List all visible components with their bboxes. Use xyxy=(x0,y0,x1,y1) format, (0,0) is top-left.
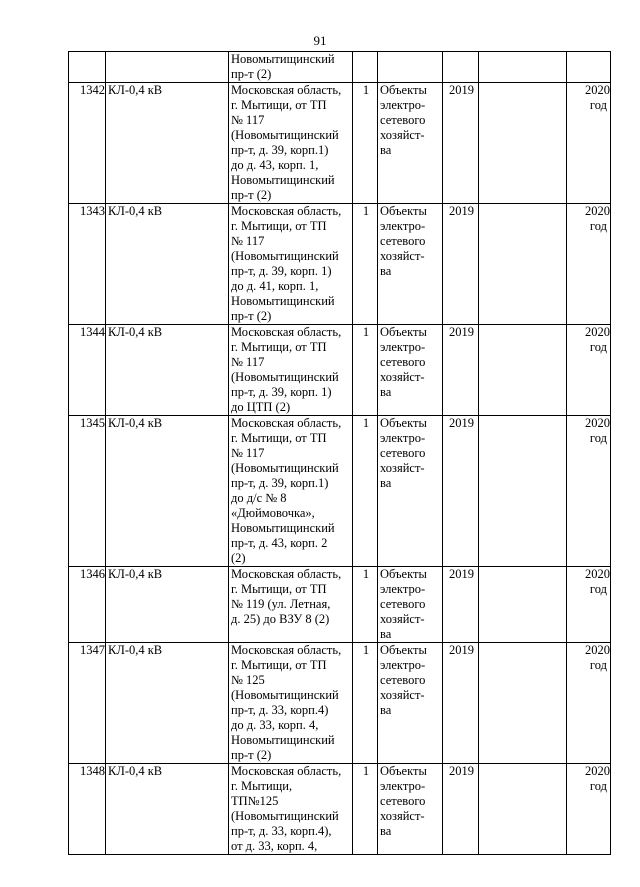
empty-cell xyxy=(479,643,567,764)
year-cell xyxy=(443,643,479,764)
location-line: Московская область, xyxy=(231,643,342,657)
category-line: Объекты xyxy=(380,416,427,430)
location-cell xyxy=(229,567,353,643)
quantity: 1 xyxy=(362,204,370,218)
location-cell xyxy=(229,204,353,325)
term-cell xyxy=(567,204,611,325)
quantity-cell xyxy=(353,325,378,416)
register-body xyxy=(69,52,611,855)
category-line: хозяйст- xyxy=(380,809,425,823)
category-line: электро- xyxy=(380,658,426,672)
object-type-cell xyxy=(106,416,229,567)
location-line: Новомытищинский xyxy=(231,294,335,308)
row-number-cell xyxy=(69,416,106,567)
object-type-cell xyxy=(106,567,229,643)
location-line: г. Мытищи, от ТП xyxy=(231,98,327,112)
category-line: сетевого xyxy=(380,113,426,127)
location-line: д. 25) до ВЗУ 8 (2) xyxy=(231,612,330,626)
location-line: (Новомытищинский xyxy=(231,809,339,823)
category-line: хозяйст- xyxy=(380,688,425,702)
category-line: электро- xyxy=(380,431,426,445)
location-cell xyxy=(229,83,353,204)
quantity: 1 xyxy=(362,643,370,657)
location-line: № 119 (ул. Летная, xyxy=(231,597,331,611)
term-year: 2020 xyxy=(585,204,610,218)
location-line: Новомытищинский xyxy=(231,521,335,535)
category-line: Объекты xyxy=(380,567,427,581)
location-line: пр-т, д. 39, корп. 1) xyxy=(231,264,332,278)
category-line: ва xyxy=(380,476,392,490)
category-line: ва xyxy=(380,627,392,641)
empty-cell xyxy=(479,204,567,325)
continuation-term-cell xyxy=(567,52,611,83)
object-type-cell xyxy=(106,83,229,204)
term-cell xyxy=(567,764,611,855)
row-number-cell xyxy=(69,764,106,855)
category-line: электро- xyxy=(380,98,426,112)
category-line: Объекты xyxy=(380,643,427,657)
object-type-cell xyxy=(106,325,229,416)
table-row xyxy=(69,325,611,416)
year-cell xyxy=(443,83,479,204)
category-cell xyxy=(378,416,443,567)
location-line: до д. 43, корп. 1, xyxy=(231,158,319,172)
category-line: хозяйст- xyxy=(380,249,425,263)
term-year: 2020 xyxy=(585,83,610,97)
object-type: КЛ-0,4 кВ xyxy=(108,764,163,778)
location-line: Новомытищинский xyxy=(231,52,335,66)
object-type: КЛ-0,4 кВ xyxy=(108,204,163,218)
table-row xyxy=(69,204,611,325)
continuation-row xyxy=(69,52,611,83)
location-line: г. Мытищи, от ТП xyxy=(231,431,327,445)
continuation-location-cell xyxy=(229,52,353,83)
row-number-cell xyxy=(69,325,106,416)
location-line: пр-т (2) xyxy=(231,188,272,202)
object-type-cell xyxy=(106,764,229,855)
object-type-cell xyxy=(106,204,229,325)
continuation-num-cell xyxy=(69,52,106,83)
location-line: № 117 xyxy=(231,234,265,248)
category-line: хозяйст- xyxy=(380,128,425,142)
category-line: сетевого xyxy=(380,794,426,808)
location-cell xyxy=(229,325,353,416)
location-line: (Новомытищинский xyxy=(231,688,339,702)
location-line: г. Мытищи, от ТП xyxy=(231,658,327,672)
category-line: электро- xyxy=(380,340,426,354)
category-cell xyxy=(378,567,443,643)
location-line: пр-т (2) xyxy=(231,748,272,762)
location-cell xyxy=(229,416,353,567)
category-line: хозяйст- xyxy=(380,370,425,384)
quantity-cell xyxy=(353,764,378,855)
object-type: КЛ-0,4 кВ xyxy=(108,416,163,430)
year-cell xyxy=(443,325,479,416)
row-number-cell xyxy=(69,204,106,325)
location-line: до д. 33, корп. 4, xyxy=(231,718,319,732)
empty-cell xyxy=(479,325,567,416)
category-line: ва xyxy=(380,703,392,717)
location-line: (Новомытищинский xyxy=(231,249,339,263)
location-line: № 117 xyxy=(231,355,265,369)
page-number: 91 xyxy=(313,33,327,48)
year: 2019 xyxy=(449,764,474,778)
object-type: КЛ-0,4 кВ xyxy=(108,325,163,339)
category-line: электро- xyxy=(380,779,426,793)
row-number-cell xyxy=(69,567,106,643)
location-line: ТП№125 xyxy=(231,794,279,808)
category-cell xyxy=(378,204,443,325)
location-line: Московская область, xyxy=(231,83,342,97)
quantity: 1 xyxy=(362,764,370,778)
empty-cell xyxy=(479,416,567,567)
term-year: 2020 xyxy=(585,416,610,430)
term-cell xyxy=(567,83,611,204)
term-unit: год xyxy=(589,431,607,445)
location-line: от д. 33, корп. 4, xyxy=(231,839,318,853)
row-number: 1344 xyxy=(80,325,105,339)
register-table xyxy=(68,51,611,855)
term-year: 2020 xyxy=(585,643,610,657)
location-line: до д/с № 8 xyxy=(231,491,287,505)
location-line: г. Мытищи, от ТП xyxy=(231,219,327,233)
location-line: (Новомытищинский xyxy=(231,128,339,142)
year: 2019 xyxy=(449,567,474,581)
location-line: пр-т, д. 33, корп.4), xyxy=(231,824,332,838)
continuation-year-cell xyxy=(443,52,479,83)
location-line: № 117 xyxy=(231,113,265,127)
quantity-cell xyxy=(353,83,378,204)
table-row xyxy=(69,83,611,204)
category-line: сетевого xyxy=(380,234,426,248)
category-line: электро- xyxy=(380,582,426,596)
location-line: пр-т, д. 43, корп. 2 xyxy=(231,536,328,550)
category-line: ва xyxy=(380,385,392,399)
location-line: пр-т (2) xyxy=(231,67,272,81)
quantity-cell xyxy=(353,204,378,325)
category-line: Объекты xyxy=(380,204,427,218)
location-line: Московская область, xyxy=(231,764,342,778)
location-line: пр-т, д. 39, корп.1) xyxy=(231,143,329,157)
term-cell xyxy=(567,325,611,416)
year: 2019 xyxy=(449,643,474,657)
category-line: сетевого xyxy=(380,355,426,369)
year: 2019 xyxy=(449,325,474,339)
location-line: № 117 xyxy=(231,446,265,460)
year: 2019 xyxy=(449,83,474,97)
row-number: 1345 xyxy=(80,416,105,430)
year: 2019 xyxy=(449,416,474,430)
term-unit: год xyxy=(589,219,607,233)
location-line: г. Мытищи, от ТП xyxy=(231,340,327,354)
location-line: № 125 xyxy=(231,673,265,687)
empty-cell xyxy=(479,567,567,643)
quantity-cell xyxy=(353,416,378,567)
location-line: (2) xyxy=(231,551,246,565)
continuation-category-cell xyxy=(378,52,443,83)
category-line: Объекты xyxy=(380,764,427,778)
category-line: ва xyxy=(380,143,392,157)
row-number: 1346 xyxy=(80,567,105,581)
object-type-cell xyxy=(106,643,229,764)
location-line: до ЦТП (2) xyxy=(231,400,291,414)
term-cell xyxy=(567,643,611,764)
continuation-qty-cell xyxy=(353,52,378,83)
location-line: «Дюймовочка», xyxy=(231,506,315,520)
location-line: до д. 41, корп. 1, xyxy=(231,279,319,293)
row-number: 1348 xyxy=(80,764,105,778)
object-type: КЛ-0,4 кВ xyxy=(108,567,163,581)
quantity: 1 xyxy=(362,416,370,430)
category-cell xyxy=(378,764,443,855)
location-line: Новомытищинский xyxy=(231,173,335,187)
location-cell xyxy=(229,764,353,855)
row-number: 1343 xyxy=(80,204,105,218)
category-line: ва xyxy=(380,824,392,838)
year: 2019 xyxy=(449,204,474,218)
object-type: КЛ-0,4 кВ xyxy=(108,83,163,97)
quantity: 1 xyxy=(362,567,370,581)
category-cell xyxy=(378,83,443,204)
table-row xyxy=(69,643,611,764)
continuation-type-cell xyxy=(106,52,229,83)
term-unit: год xyxy=(589,340,607,354)
category-line: ва xyxy=(380,264,392,278)
location-line: Московская область, xyxy=(231,416,342,430)
row-number-cell xyxy=(69,83,106,204)
quantity-cell xyxy=(353,567,378,643)
category-line: сетевого xyxy=(380,673,426,687)
category-line: хозяйст- xyxy=(380,461,425,475)
term-year: 2020 xyxy=(585,325,610,339)
term-year: 2020 xyxy=(585,567,610,581)
object-type: КЛ-0,4 кВ xyxy=(108,643,163,657)
term-unit: год xyxy=(589,658,607,672)
empty-cell xyxy=(479,764,567,855)
year-cell xyxy=(443,764,479,855)
location-line: пр-т (2) xyxy=(231,309,272,323)
category-line: сетевого xyxy=(380,446,426,460)
location-cell xyxy=(229,643,353,764)
location-line: Московская область, xyxy=(231,204,342,218)
location-line: пр-т, д. 39, корп.1) xyxy=(231,476,329,490)
year-cell xyxy=(443,567,479,643)
quantity: 1 xyxy=(362,325,370,339)
location-line: Московская область, xyxy=(231,567,342,581)
year-cell xyxy=(443,416,479,567)
row-number: 1342 xyxy=(80,83,105,97)
category-cell xyxy=(378,643,443,764)
category-line: сетевого xyxy=(380,597,426,611)
term-year: 2020 xyxy=(585,764,610,778)
location-line: пр-т, д. 39, корп. 1) xyxy=(231,385,332,399)
table-row xyxy=(69,764,611,855)
row-number-cell xyxy=(69,643,106,764)
location-line: Новомытищинский xyxy=(231,733,335,747)
location-line: г. Мытищи, от ТП xyxy=(231,582,327,596)
quantity-cell xyxy=(353,643,378,764)
location-line: г. Мытищи, xyxy=(231,779,293,793)
location-line: Московская область, xyxy=(231,325,342,339)
location-line: пр-т, д. 33, корп.4) xyxy=(231,703,329,717)
location-line: (Новомытищинский xyxy=(231,461,339,475)
table-row xyxy=(69,567,611,643)
quantity: 1 xyxy=(362,83,370,97)
term-cell xyxy=(567,567,611,643)
category-line: хозяйст- xyxy=(380,612,425,626)
term-cell xyxy=(567,416,611,567)
location-line: (Новомытищинский xyxy=(231,370,339,384)
category-line: Объекты xyxy=(380,83,427,97)
category-line: Объекты xyxy=(380,325,427,339)
year-cell xyxy=(443,204,479,325)
row-number: 1347 xyxy=(80,643,105,657)
category-cell xyxy=(378,325,443,416)
term-unit: год xyxy=(589,582,607,596)
empty-cell xyxy=(479,83,567,204)
term-unit: год xyxy=(589,779,607,793)
continuation-empty-cell xyxy=(479,52,567,83)
table-row xyxy=(69,416,611,567)
term-unit: год xyxy=(589,98,607,112)
category-line: электро- xyxy=(380,219,426,233)
